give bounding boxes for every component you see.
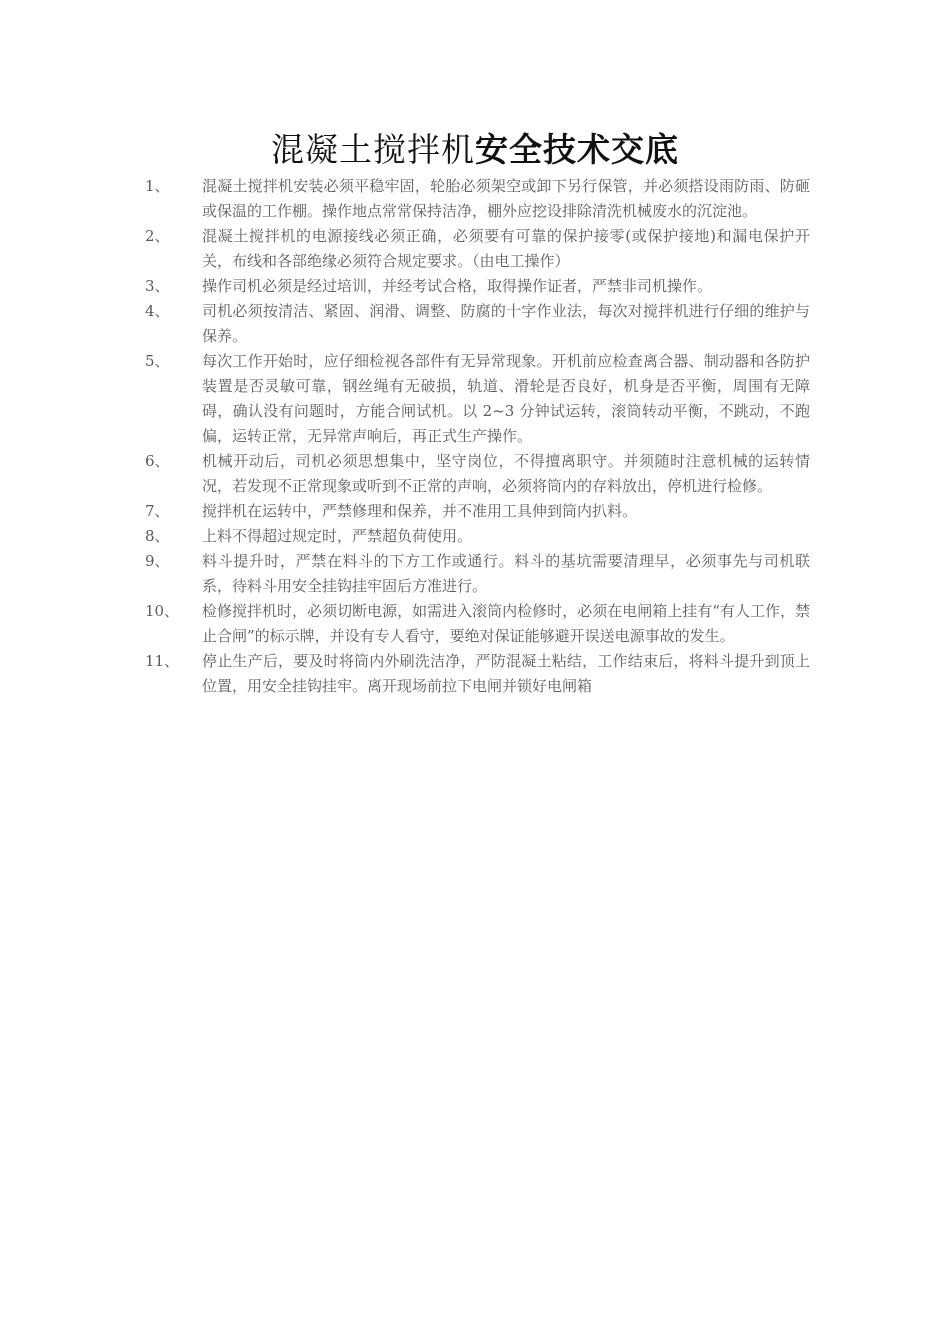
item-number: 9、 [145, 552, 170, 570]
item-text: 司机必须按清洁、紧固、润滑、调整、防腐的十字作业法，每次对搅拌机进行仔细的维护与保养。 [202, 302, 810, 345]
list-item [145, 649, 810, 699]
item-number: 7、 [145, 502, 170, 520]
item-text: 料斗提升时，严禁在料斗的下方工作或通行。料斗的基坑需要清理早，必须事先与司机联系，待料斗用安全挂钩挂牢固后方准进行。 [202, 552, 810, 595]
document-title [0, 130, 950, 170]
list-item [145, 524, 810, 549]
item-text: 搅拌机在运转中，严禁修理和保养，并不准用工具伸到筒内扒料。 [202, 502, 638, 520]
list-item [145, 174, 810, 224]
item-number: 6、 [145, 452, 170, 470]
list-item [145, 274, 810, 299]
item-text: 操作司机必须是经过培训，并经考试合格，取得操作证者，严禁非司机操作。 [202, 277, 713, 295]
item-text: 机械开动后，司机必须思想集中，坚守岗位，不得擅离职守。并须随时注意机械的运转情况，若发现不正常现象或听到不正常的声响，必须将筒内的存料放出，停机进行检修。 [202, 452, 810, 495]
item-number: 8、 [145, 527, 170, 545]
item-number: 1、 [145, 177, 170, 195]
list-item [145, 549, 810, 599]
item-text: 停止生产后，要及时将筒内外刷洗洁净，严防混凝土粘结，工作结束后，将料斗提升到顶上位置，用安全挂钩挂牢。离开现场前拉下电闸并锁好电闸箱 [202, 652, 810, 695]
list-item [145, 224, 810, 274]
item-text: 每次工作开始时，应仔细检视各部件有无异常现象。开机前应检查离合器、制动器和各防护装置是否灵敏可靠，钢丝绳有无破损，轨道、滑轮是否良好，机身是否平衡，周围有无障碍，确认没有问题时，方能合闸试机。以 2~3 分钟试运转，滚筒转动平衡，不跳动，不跑偏，运转正常，无异常声响后，再正式生产操作。 [202, 352, 810, 445]
item-number: 4、 [145, 302, 170, 320]
safety-items-list [145, 174, 810, 699]
item-text: 混凝土搅拌机的电源接线必须正确，必须要有可靠的保护接零(或保护接地)和漏电保护开关，布线和各部绝缘必须符合规定要求。（由电工操作） [202, 227, 810, 270]
title-part-regular: 混凝土搅拌机 [271, 130, 475, 169]
item-text: 混凝土搅拌机安装必须平稳牢固，轮胎必须架空或卸下另行保管，并必须搭设雨防雨、防砸或保温的工作棚。操作地点常常保持洁净，棚外应挖设排除清洗机械废水的沉淀池。 [202, 177, 810, 220]
list-item [145, 499, 810, 524]
item-number: 2、 [145, 227, 170, 245]
item-number: 3、 [145, 277, 170, 295]
list-item [145, 599, 810, 649]
item-text: 上料不得超过规定时，严禁超负荷使用。 [202, 527, 473, 545]
title-part-bold: 安全技术交底 [475, 130, 679, 169]
item-number: 5、 [145, 352, 170, 370]
item-number: 11、 [145, 652, 180, 670]
list-item [145, 299, 810, 349]
list-item [145, 349, 810, 449]
item-number: 10、 [145, 602, 180, 620]
list-item [145, 449, 810, 499]
item-text: 检修搅拌机时，必须切断电源，如需进入滚筒内检修时，必须在电闸箱上挂有“有人工作，禁止合闸”的标示牌，并设有专人看守，要绝对保证能够避开误送电源事故的发生。 [202, 602, 810, 645]
